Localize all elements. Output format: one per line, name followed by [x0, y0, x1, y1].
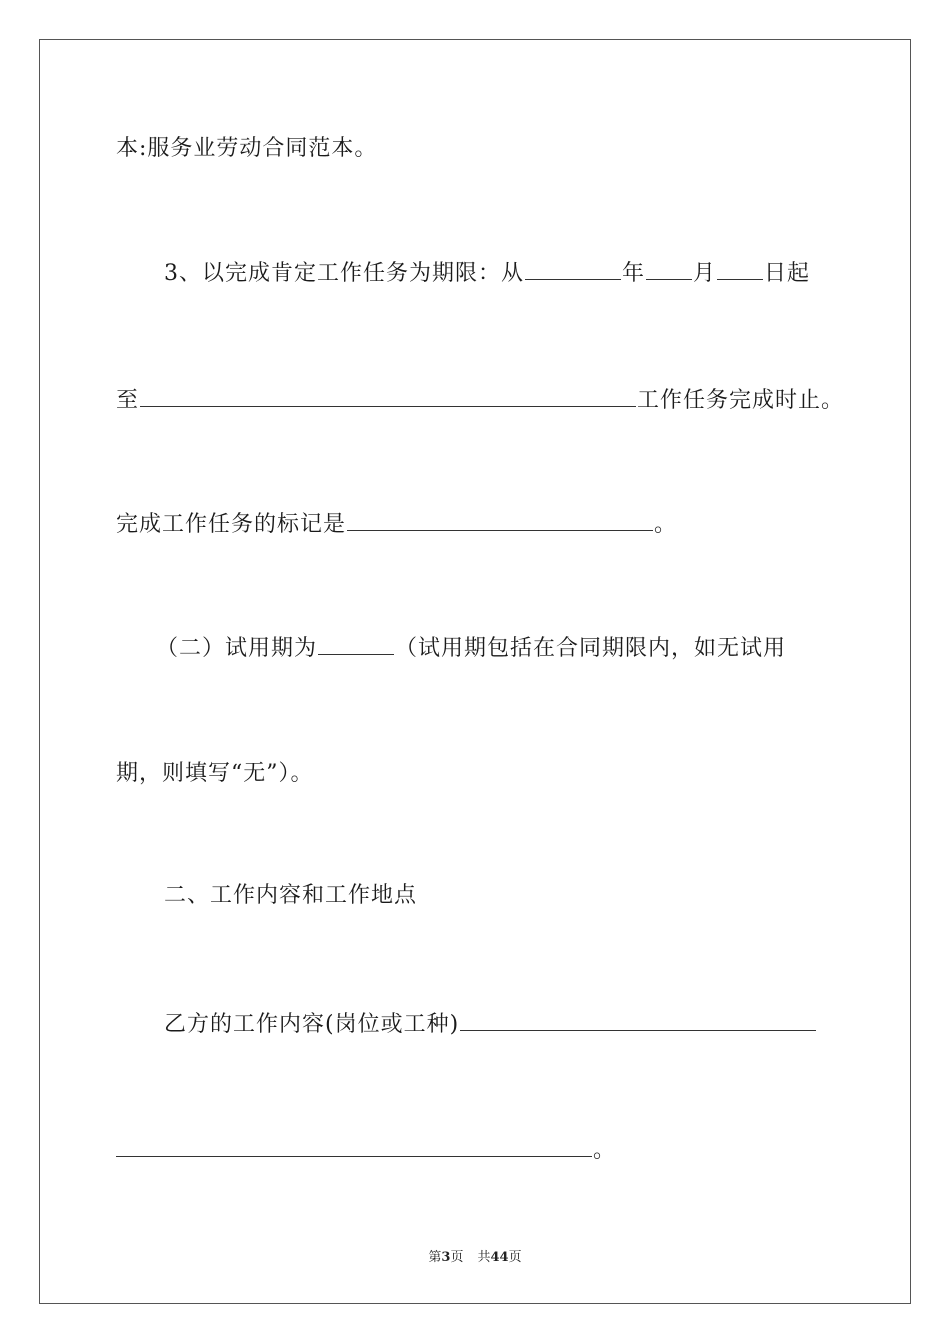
line-2-text-c: 月: [693, 261, 717, 286]
line-6-text: 期，则填写“无”）。: [116, 761, 314, 786]
text-line-2: [164, 257, 810, 289]
day-blank: [717, 257, 763, 280]
line-5-text-b: （试用期包括在合同期限内，如无试用: [395, 636, 787, 661]
line-2-text-b: 年: [622, 261, 646, 286]
line-9-text: 。: [593, 1138, 617, 1163]
text-line-4: [116, 508, 677, 540]
page-footer: [0, 1246, 950, 1265]
text-line-3: [116, 384, 844, 416]
footer-page-suffix: 页: [450, 1250, 464, 1265]
text-line-6: [116, 759, 314, 789]
job-content-blank: [460, 1008, 816, 1031]
footer-total-pages: 44: [490, 1250, 509, 1265]
text-line-9: [116, 1134, 616, 1166]
footer-page-number: 3: [441, 1250, 451, 1265]
page-border: [39, 39, 911, 1304]
text-line-5: [156, 632, 786, 664]
text-line-8: [164, 1008, 817, 1040]
text-line-1: [116, 134, 377, 164]
line-2-text-a: 3、以完成肯定工作任务为期限：从: [164, 261, 524, 286]
section-heading: [164, 881, 417, 911]
footer-total-suffix: 页: [508, 1250, 522, 1265]
month-blank: [646, 257, 692, 280]
probation-blank: [318, 632, 394, 655]
line-4-text-a: 完成工作任务的标记是: [116, 512, 347, 537]
footer-total-prefix: 共: [477, 1250, 491, 1265]
line-4-text-b: 。: [654, 512, 678, 537]
end-condition-blank: [140, 384, 636, 407]
footer-page-prefix: 第: [428, 1250, 442, 1265]
completion-mark-blank: [347, 508, 653, 531]
line-3-text-a: 至: [116, 388, 140, 413]
line-2-text-d: 日起: [764, 261, 811, 286]
job-content-blank-2: [116, 1134, 592, 1157]
line-3-text-b: 工作任务完成时止。: [637, 388, 845, 413]
line-5-text-a: （二）试用期为: [156, 636, 318, 661]
line-1-text: 本:服务业劳动合同范本。: [116, 136, 378, 161]
line-8-text: 乙方的工作内容(岗位或工种): [164, 1012, 460, 1037]
year-blank: [525, 257, 621, 280]
section-heading-text: 二、工作内容和工作地点: [164, 883, 418, 908]
